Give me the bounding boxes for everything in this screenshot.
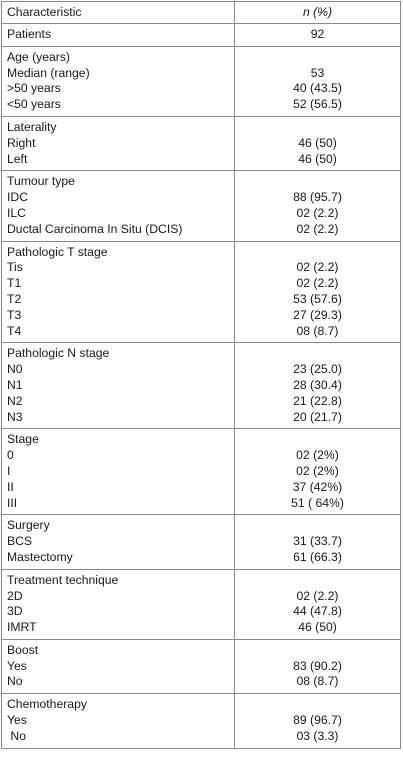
row-label: 3D (7, 604, 23, 619)
row-value: 02 (2.2) (296, 260, 339, 275)
row-value: 27 (29.3) (293, 307, 342, 322)
row-label: T1 (7, 276, 22, 291)
row-label: T2 (7, 291, 22, 306)
section-title: Age (years) (7, 49, 70, 64)
row-value: 46 (50) (298, 620, 337, 635)
row-value: 02 (2.2) (296, 276, 339, 291)
row-label: T3 (7, 307, 22, 322)
section-title: Boost (7, 642, 39, 657)
table-section (2, 640, 400, 694)
row-label: 0 (7, 448, 14, 463)
table-header (2, 2, 400, 24)
row-label: Ductal Carcinoma In Situ (DCIS) (7, 221, 183, 236)
row-label: Patients (7, 27, 52, 41)
row-value: 02 (2.2) (296, 205, 339, 220)
row-label: Mastectomy (7, 549, 73, 564)
row-value: 61 (66.3) (293, 549, 342, 564)
row-value: 02 (2.2) (296, 221, 339, 236)
row-label: BCS (7, 534, 33, 549)
row-value: 53 (57.6) (293, 291, 342, 306)
row-label: IMRT (7, 620, 37, 635)
row-value: 02 (2%) (296, 448, 339, 463)
row-value: 52 (56.5) (293, 97, 342, 112)
row-label: Right (7, 135, 36, 150)
section-title: Tumour type (7, 174, 75, 189)
row-label: I (7, 463, 11, 478)
table-section (2, 429, 400, 515)
row-value: 23 (25.0) (293, 362, 342, 377)
characteristics-table (1, 1, 401, 749)
row-value: 28 (30.4) (293, 377, 342, 392)
row-label: 2D (7, 588, 23, 603)
row-label: Tis (7, 260, 23, 275)
row-label: >50 years (7, 81, 61, 96)
row-label: N1 (7, 377, 23, 392)
row-value: 02 (2%) (296, 463, 339, 478)
section-title: Pathologic T stage (7, 244, 108, 259)
row-value: 20 (21.7) (293, 409, 342, 424)
row-value: 88 (95.7) (293, 190, 342, 205)
row-label: N3 (7, 409, 23, 424)
row-value: 89 (96.7) (293, 713, 342, 728)
row-value: 83 (90.2) (293, 658, 342, 673)
row-label: Left (7, 151, 28, 166)
table-section (2, 694, 400, 747)
row-label: No (7, 728, 26, 743)
row-value: 46 (50) (298, 135, 337, 150)
section-title: Surgery (7, 518, 50, 533)
row-value: 31 (33.7) (293, 534, 342, 549)
row-label: Yes (7, 713, 27, 728)
row-value: 40 (43.5) (293, 81, 342, 96)
table-section (2, 171, 400, 241)
row-value: 08 (8.7) (296, 674, 339, 689)
row-value: 21 (22.8) (293, 393, 342, 408)
row-value: 53 (310, 65, 325, 80)
header-characteristic: Characteristic (2, 2, 235, 23)
row-value: 08 (8.7) (296, 323, 339, 338)
table-section (2, 47, 400, 117)
row-label: <50 years (7, 97, 61, 112)
row-label: Median (range) (7, 65, 90, 80)
row-value: 51 ( 64%) (291, 495, 344, 510)
row-label: N0 (7, 362, 23, 377)
row-label: Yes (7, 658, 27, 673)
table-section (2, 343, 400, 429)
row-label: III (7, 495, 18, 510)
table-row (2, 24, 400, 47)
header-n-percent: n (%) (302, 5, 333, 19)
row-value: 03 (3.3) (296, 728, 339, 743)
table-section (2, 570, 400, 640)
section-title: Chemotherapy (7, 697, 87, 712)
row-value: 92 (310, 27, 325, 41)
row-label: T4 (7, 323, 22, 338)
row-value: 37 (42%) (292, 479, 343, 494)
table-section (2, 242, 400, 344)
row-label: No (7, 674, 23, 689)
row-label: IDC (7, 190, 28, 205)
row-label: ILC (7, 205, 26, 220)
row-value: 44 (47.8) (293, 604, 342, 619)
section-title: Treatment technique (7, 572, 119, 587)
section-title: Stage (7, 432, 39, 447)
section-title: Pathologic N stage (7, 346, 110, 361)
row-value: 46 (50) (298, 151, 337, 166)
row-label: N2 (7, 393, 23, 408)
table-section (2, 117, 400, 171)
row-value: 02 (2.2) (296, 588, 339, 603)
table-section (2, 515, 400, 569)
section-title: Laterality (7, 119, 57, 134)
row-label: II (7, 479, 14, 494)
